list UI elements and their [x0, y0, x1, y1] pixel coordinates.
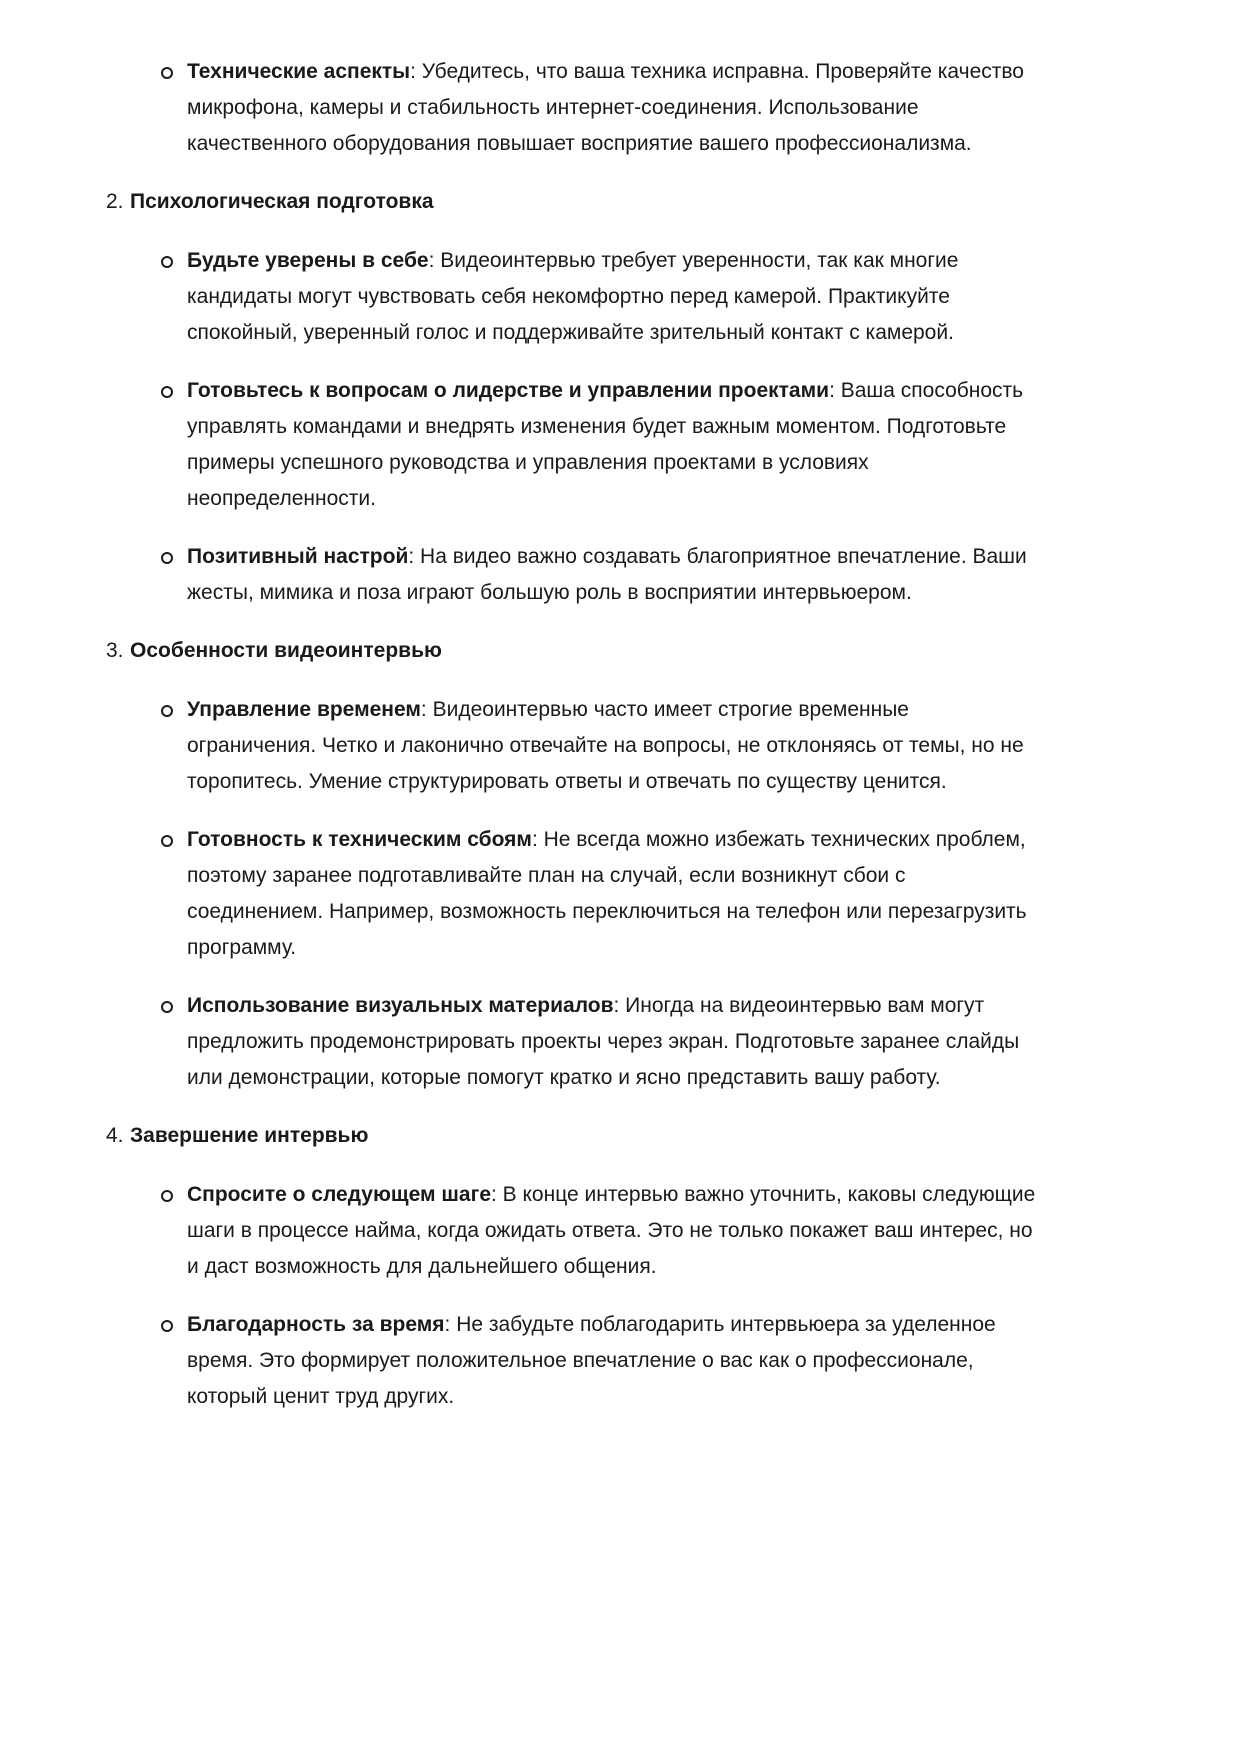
- item-term: Будьте уверены в себе: [187, 249, 429, 272]
- circle-bullet-icon: [161, 386, 173, 398]
- section-title: Особенности видеоинтервью: [130, 639, 442, 662]
- item-text: : Не забудьте поблагодарить интервьюера за уделенное время. Это формирует положительное впечатление о вас как о профессионале, который ценит труд других.: [187, 1313, 996, 1408]
- section-number: 4.: [106, 1124, 124, 1147]
- list-item: [0, 243, 1037, 351]
- list-item: [0, 54, 1037, 162]
- section-number: 2.: [106, 190, 124, 213]
- item-term: Технические аспекты: [187, 60, 411, 83]
- circle-bullet-icon: [161, 1190, 173, 1202]
- section: [0, 184, 1239, 611]
- circle-bullet-icon: [161, 835, 173, 847]
- list-item: [0, 988, 1037, 1096]
- item-text: : В конце интервью важно уточнить, каковы следующие шаги в процессе найма, когда ожидать ответа. Это не только покажет ваш интерес, но и даст возможность для дальнейшего общения.: [187, 1183, 1036, 1278]
- list-item: [0, 822, 1037, 966]
- item-term: Благодарность за время: [187, 1313, 445, 1336]
- item-text: : Ваша способность управлять командами и внедрять изменения будет важным моментом. Подготовьте примеры успешного руководства и управления проектами в условиях неопределенности.: [187, 379, 1024, 510]
- item-term: Управление временем: [187, 698, 421, 721]
- section-heading: [0, 184, 1239, 220]
- item-text: : Не всегда можно избежать технических проблем, поэтому заранее подготавливайте план на случай, если возникнут сбои с соединением. Например, возможность переключиться на телефон или перезагрузить программу.: [187, 828, 1027, 959]
- item-text: : Иногда на видеоинтервью вам могут предложить продемонстрировать проекты через экран. Подготовьте заранее слайды или демонстрации, которые помогут кратко и ясно представить вашу работу.: [187, 994, 1020, 1089]
- list-item: [0, 539, 1037, 611]
- circle-bullet-icon: [161, 552, 173, 564]
- list-item: [0, 1307, 1037, 1415]
- item-text: : На видео важно создавать благоприятное впечатление. Ваши жесты, мимика и поза играют большую роль в восприятии интервьюером.: [187, 545, 1027, 604]
- item-term: Готовьтесь к вопросам о лидерстве и управлении проектами: [187, 379, 830, 402]
- section-title: Завершение интервью: [130, 1124, 369, 1147]
- section-heading: [0, 1118, 1239, 1154]
- section: [0, 633, 1239, 1096]
- item-text: : Убедитесь, что ваша техника исправна. Проверяйте качество микрофона, камеры и стабильность интернет-соединения. Использование качественного оборудования повышает восприятие вашего профессионализма.: [187, 60, 1024, 155]
- section-heading: [0, 633, 1239, 669]
- circle-bullet-icon: [161, 1320, 173, 1332]
- item-term: Готовность к техническим сбоям: [187, 828, 532, 851]
- list-item: [0, 692, 1037, 800]
- document-body: [0, 54, 1239, 1437]
- section-number: 3.: [106, 639, 124, 662]
- section: [0, 54, 1239, 162]
- circle-bullet-icon: [161, 1001, 173, 1013]
- item-term: Использование визуальных материалов: [187, 994, 614, 1017]
- list-item: [0, 1177, 1037, 1285]
- list-item: [0, 373, 1037, 517]
- section-title: Психологическая подготовка: [130, 190, 434, 213]
- item-term: Спросите о следующем шаге: [187, 1183, 491, 1206]
- circle-bullet-icon: [161, 67, 173, 79]
- section: [0, 1118, 1239, 1415]
- circle-bullet-icon: [161, 705, 173, 717]
- item-text: : Видеоинтервью часто имеет строгие временные ограничения. Четко и лаконично отвечайте на вопросы, не отклоняясь от темы, но не торопитесь. Умение структурировать ответы и отвечать по существу ценится.: [187, 698, 1024, 793]
- item-text: : Видеоинтервью требует уверенности, так как многие кандидаты могут чувствовать себя некомфортно перед камерой. Практикуйте спокойный, уверенный голос и поддерживайте зрительный контакт с камерой.: [187, 249, 959, 344]
- circle-bullet-icon: [161, 256, 173, 268]
- item-term: Позитивный настрой: [187, 545, 409, 568]
